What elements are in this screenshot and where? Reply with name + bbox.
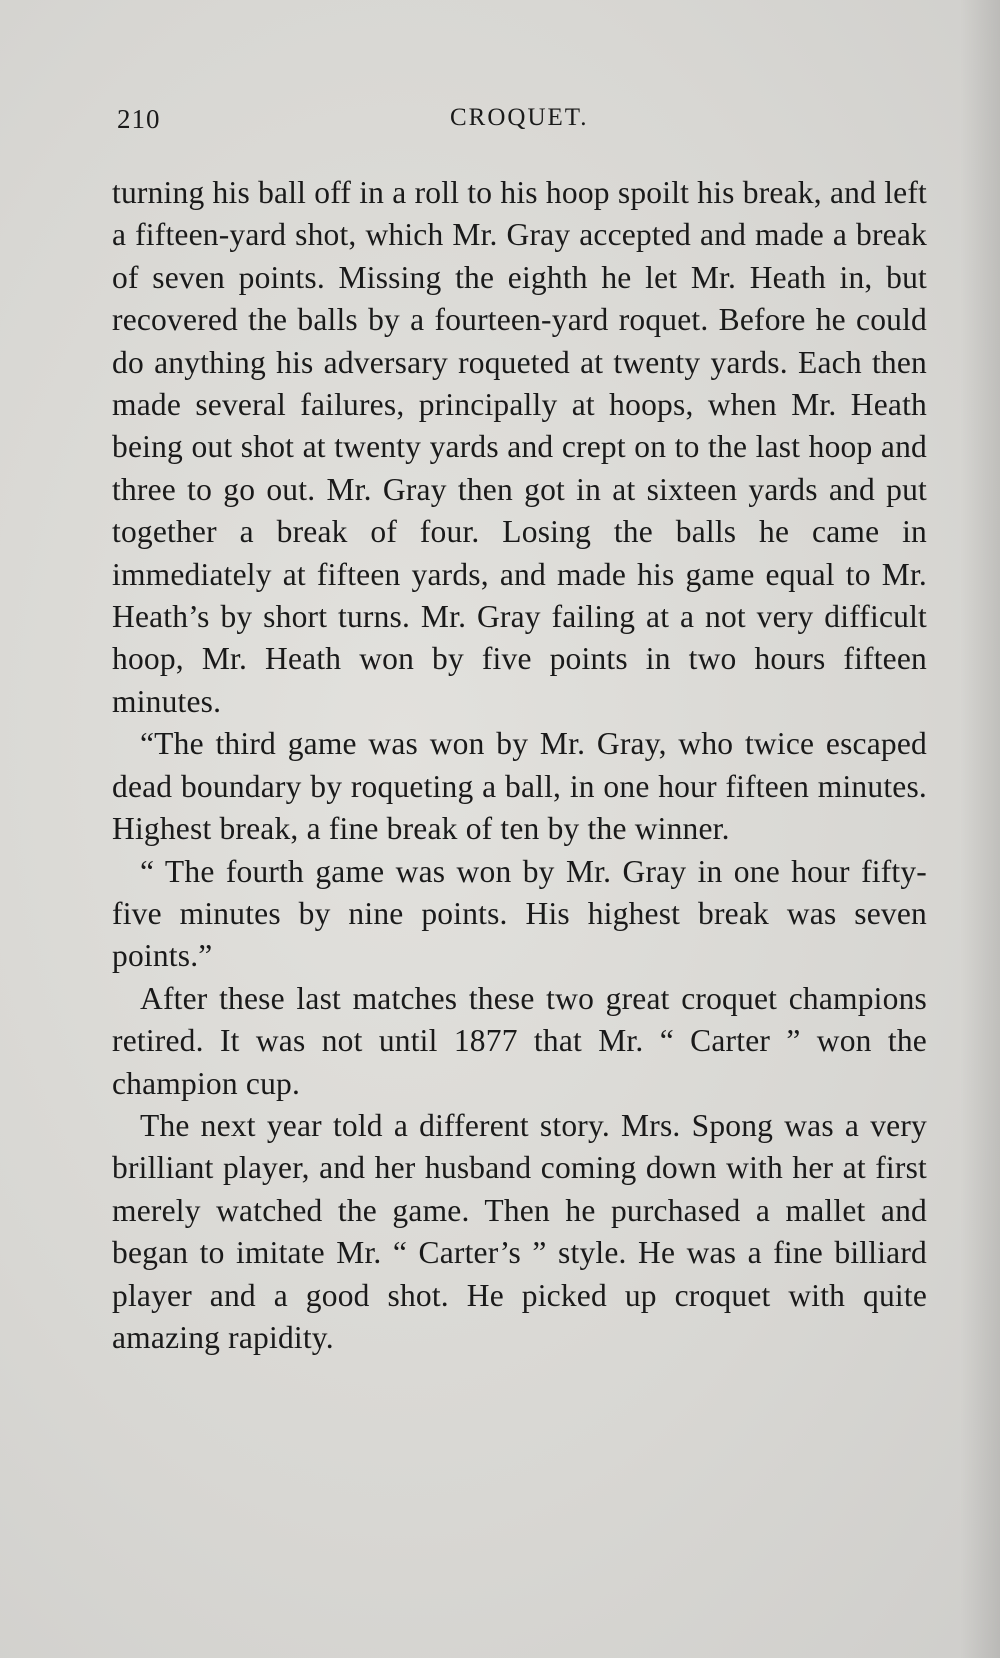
page-edge-shadow <box>960 0 1000 1658</box>
paragraph-5: The next year told a different story. Mrs. Spong was a very brilliant player, and her husband coming down with her at first merely watched the game. Then he purchased a mallet and began to imitate Mr. “ Carter’s ” style. He was a fine billiard player and a good shot. He picked up croquet with quite amazing rapidity. <box>112 1107 927 1355</box>
paragraph-4: After these last matches these two great croquet champions retired. It was not until 1877 that Mr. “ Carter ” won the champion cup. <box>112 980 927 1101</box>
paragraph-2: “The third game was won by Mr. Gray, who twice escaped dead boundary by roqueting a ball, in one hour fifteen minutes. Highest break, a fine break of ten by the winner. <box>112 726 927 847</box>
page-header <box>117 104 917 144</box>
paragraph-3: “ The fourth game was won by Mr. Gray in one hour fifty-five minutes by nine points. His highest break was seven points.” <box>112 853 927 974</box>
paragraph-1: turning his ball off in a roll to his hoop spoilt his break, and left a fifteen-yard shot, which Mr. Gray accepted and made a break of seven points. Missing the eighth he let Mr. Heath in, but recovered the balls by a fourteen-yard roquet. Before he could do anything his adversary roqueted at twenty yards. Each then made several failures, principally at hoops, when Mr. Heath being out shot at twenty yards and crept on to the last hoop and three to go out. Mr. Gray then got in at sixteen yards and put together a break of four. Losing the balls he came in immediately at fifteen yards, and made his game equal to Mr. Heath’s by short turns. Mr. Gray failing at a not very difficult hoop, Mr. Heath won by five points in two hours fifteen minutes. <box>112 175 927 719</box>
page-number: 210 <box>117 104 161 134</box>
body-text <box>112 172 927 1359</box>
running-head: CROQUET. <box>450 104 589 131</box>
